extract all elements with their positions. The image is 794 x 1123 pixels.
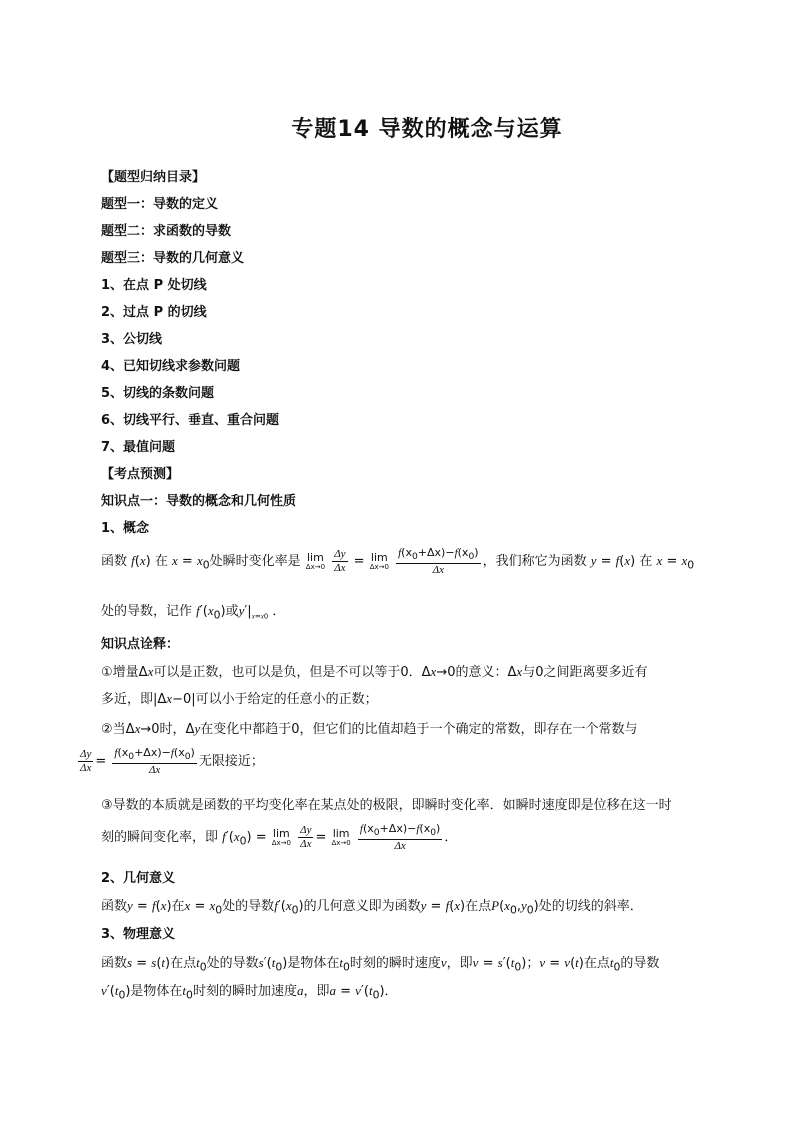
- forecast-heading: 【考点预测】: [101, 467, 180, 482]
- toc-item: 6、切线平行、垂直、重合问题: [101, 413, 280, 428]
- section-concept: 1、概念: [101, 521, 150, 536]
- explanation-3-cont: 刻的瞬间变化率，即 $f'(x_0) = \lim$ Δx→0 $\frac{\Delta y}{\Delta x}$ = lim Δx→0 $\frac{f(x_0+\Delta x)-f(x_0)}{\Delta x}$ ．: [101, 822, 458, 853]
- toc-item: 3、公切线: [101, 332, 163, 347]
- toc-heading: 【题型归纳目录】: [101, 170, 206, 185]
- toc-item: 4、已知切线求参数问题: [101, 359, 241, 374]
- explanation-3: ③导数的本质就是函数的平均变化率在某点处的极限，即瞬时变化率．如瞬时速度即是位移在这一时: [101, 798, 672, 813]
- physical-line: 函数s = s(t)在点$t_0$处的导数$s'(t_0)$是物体在$t_0$时刻的瞬时速度v，即$v = s'(t_0)$；v = v(t)在点$t_0$的导数: [101, 955, 660, 974]
- explanation-2: ②当Δx→0时，Δy在变化中都趋于0，但它们的比值却趋于一个确定的常数，即存在一个常数与: [101, 721, 638, 737]
- physical-line-2: $v'(t_0)$是物体在$t_0$时刻的瞬时加速度a，即$a = v'(t_0)$．: [101, 983, 398, 1002]
- section-physical: 3、物理意义: [101, 927, 176, 942]
- definition-line-2: 处的导数，记作 $f'(x_0)$或$y'|_{x=x0}$ ．: [101, 603, 286, 622]
- knowledge-point-1: 知识点一：导数的概念和几何性质: [101, 494, 297, 509]
- explanation-heading: 知识点诠释：: [101, 637, 180, 652]
- fraction: $\frac{\Delta y}{\Delta x}$: [334, 548, 346, 575]
- limit-symbol: lim Δx→0: [305, 551, 326, 572]
- toc-item: 1、在点 P 处切线: [101, 278, 207, 293]
- explanation-1-cont: 多近，即|Δx−0|可以小于给定的任意小的正数；: [101, 691, 378, 707]
- section-geometric: 2、几何意义: [101, 871, 176, 886]
- definition-line: 函数 f(x) 在 $x = x_0$处瞬时变化率是 lim Δx→0 $\frac{\Delta y}{\Delta x}$ = lim Δx→0 $\frac{f(x_0+\Delta x)-f(x_0)}{\Delta x}$ ，我们称它为函数 y = f(x) 在 $x = x_0$: [101, 546, 695, 577]
- geometric-line: 函数y = f(x)在$x = x_0$处的导数$f'(x_0)$的几何意义即为函数y = f(x)在点$P(x_0,y_0)$处的切线的斜率．: [101, 898, 643, 917]
- toc-item: 题型一：导数的定义: [101, 197, 219, 212]
- toc-item: 题型三：导数的几何意义: [101, 251, 245, 266]
- explanation-2-cont: $\frac{\Delta y}{\Delta x}$ = $\frac{f(x_0+\Delta x)-f(x_0)}{\Delta x}$ 无限接近；: [80, 746, 264, 777]
- explanation-1: ①增量Δx可以是正数，也可以是负，但是不可以等于0．Δx→0的意义：Δx与0之间距离要多近有: [101, 664, 648, 680]
- page-title: 专题14 导数的概念与运算: [291, 117, 563, 142]
- toc-item: 题型二：求函数的导数: [101, 224, 232, 239]
- toc-item: 2、过点 P 的切线: [101, 305, 207, 320]
- toc-item: 7、最值问题: [101, 440, 176, 455]
- toc-item: 5、切线的条数问题: [101, 386, 215, 401]
